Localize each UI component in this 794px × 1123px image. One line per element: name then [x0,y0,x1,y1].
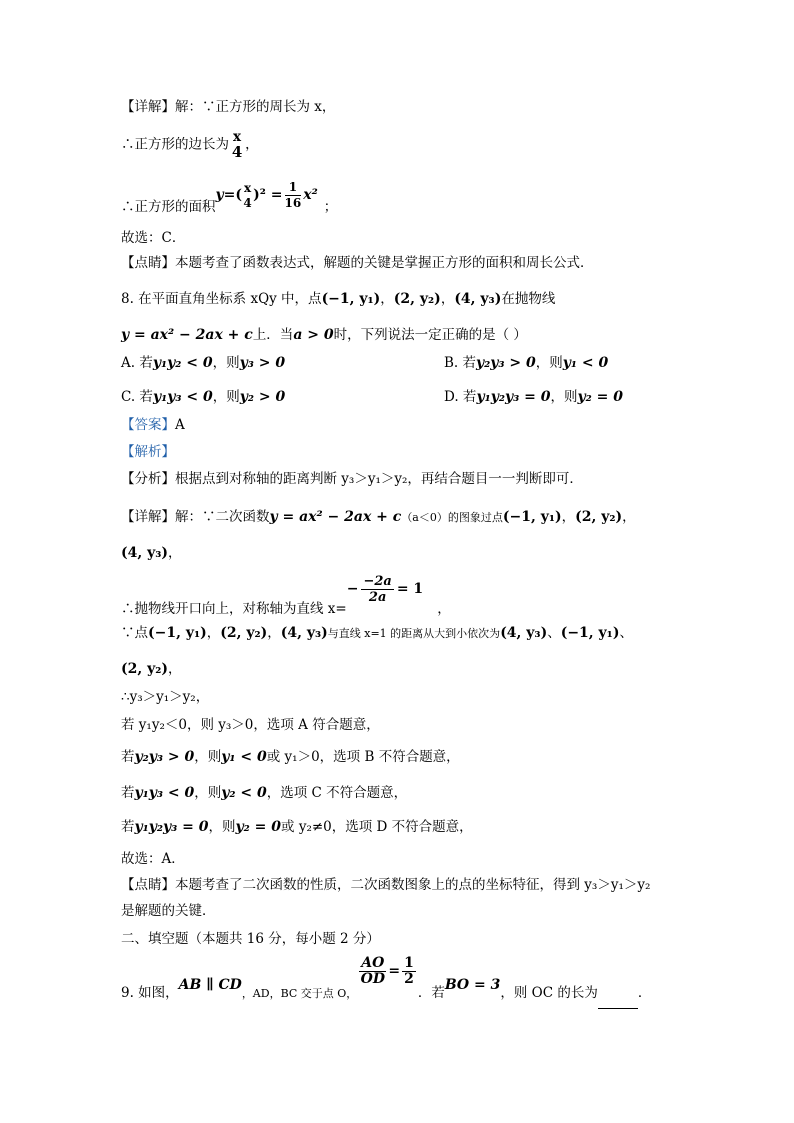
q9-answer-blank[interactable] [598,994,638,1009]
q9-bo: BO = 3 [444,977,501,993]
q8-stem-line1: 8. 在平面直角坐标系 xQy 中，点(−1, y₁)，(2, y₂)，(4, y₃)在抛物线 [121,291,556,307]
q8-point3: (4, y₃) [454,291,502,307]
q7-area-y: y [215,187,224,203]
q8-condition: a > 0 [293,327,334,343]
q7-summary-line: 【点睛】本题考查了函数表达式，解题的关键是掌握正方形的面积和周长公式． [121,255,594,271]
q8-order-line: ∴y₃＞y₁＞y₂， [121,689,210,705]
section-title: 二、填空题（本题共 16 分，每小题 2 分） [121,931,380,947]
q8-answer-line [121,416,185,434]
q8-detail-line1: 【详解】解：∵二次函数y = ax² − 2ax + c（a＜0）的图象过点(−1, y₁)，(2, y₂)， [121,509,636,525]
q7-area-text: ∴正方形的面积 [121,199,216,215]
q8-check-c: 若y₁y₃ < 0，则y₂ < 0，选项 C 不符合题意， [121,785,408,801]
axis-fraction: $\frac{-2a}{2a}$ [363,574,392,605]
q7-area-line: ∴正方形的面积y=( x 4 )² = $\frac{1}{16}$ x²； [121,180,338,215]
q7-choice-line: 故选：C． [121,230,186,246]
q8-option-a: A. 若y₁y₂ < 0，则y₃ > 0 [121,355,286,371]
q8-option-d: D. 若y₁y₂y₃ = 0，则y₂ = 0 [444,389,623,405]
q7-detail-line: 【详解】解：∵正方形的周长为 x， [121,99,336,115]
analysis-tag: 【解析】 [121,444,175,460]
q7-side-text: ∴正方形的边长为 [121,136,229,153]
q9-fraction2: $\frac{1}{2}$ [404,955,414,987]
q8-check-a: 若 y₁y₂＜0，则 y₃＞0，选项 A 符合题意， [121,717,380,733]
q8-fenxi-line: 【分析】根据点到对称轴的距离判断 y₃＞y₁＞y₂，再结合题目一一判断即可． [121,471,583,487]
q8-distance-line1: ∵点(−1, y₁)，(2, y₂)，(4, y₃)与直线 x=1 的距离从大到小依次为(4, y₃)、(−1, y₁)、 [121,625,633,641]
answer-tag: 【答案】 [121,417,175,433]
q8-detail-line2: (4, y₃)， [121,545,182,561]
q8-stem-line2: y = ax² − 2ax + c上．当a > 0时，下列说法一定正确的是（ ） [121,327,527,343]
q7-area-frac1: x 4 [243,180,252,210]
q8-point1: (−1, y₁) [321,291,381,307]
q8-check-d: 若y₁y₂y₃ = 0，则y₂ = 0或 y₂≠0，选项 D 不符合题意， [121,819,473,835]
q8-point2: (2, y₂) [393,291,441,307]
q8-option-c: C. 若y₁y₃ < 0，则y₂ > 0 [121,389,286,405]
q8-axis-line: ∴抛物线开口向上，对称轴为直线 x=− $\frac{-2a}{2a}$ = 1， [121,574,451,617]
q8-summary-line2: 是解题的关键． [121,903,216,919]
answer-value: A [175,417,185,433]
q8-option-b: B. 若y₂y₃ > 0，则y₁ < 0 [444,355,609,371]
q9-line: 9. 如图，AB ∥ $CD_{,AD,BC 交于点 O,}$ $\frac{AO}{OD}$ = $\frac{1}{2}$ ．若BO = 3，则 OC 的长为 ． [121,956,651,996]
q7-side-line: ∴正方形的边长为 x 4 ， [121,129,259,161]
q7-area-frac2: $\frac{1}{16}$ [284,180,302,210]
q7-side-fraction: x 4 [231,129,243,161]
q8-summary-line1: 【点睛】本题考查了二次函数的性质，二次函数图象上的点的坐标特征，得到 y₃＞y₁＞y₂ [121,877,651,893]
q8-stem-text: 8. 在平面直角坐标系 xQy 中，点 [121,291,322,307]
q8-parabola-eq: y = ax² − 2ax + c [121,327,253,343]
q8-distance-line2: (2, y₂)， [121,661,182,677]
q9-fraction: $\frac{AO}{OD}$ [360,955,385,987]
q9-parallel: AB ∥ CD [178,977,242,993]
q8-choose-line: 故选：A． [121,851,185,867]
q8-check-b: 若y₂y₃ > 0，则y₁ < 0或 y₁＞0，选项 B 不符合题意， [121,749,460,765]
